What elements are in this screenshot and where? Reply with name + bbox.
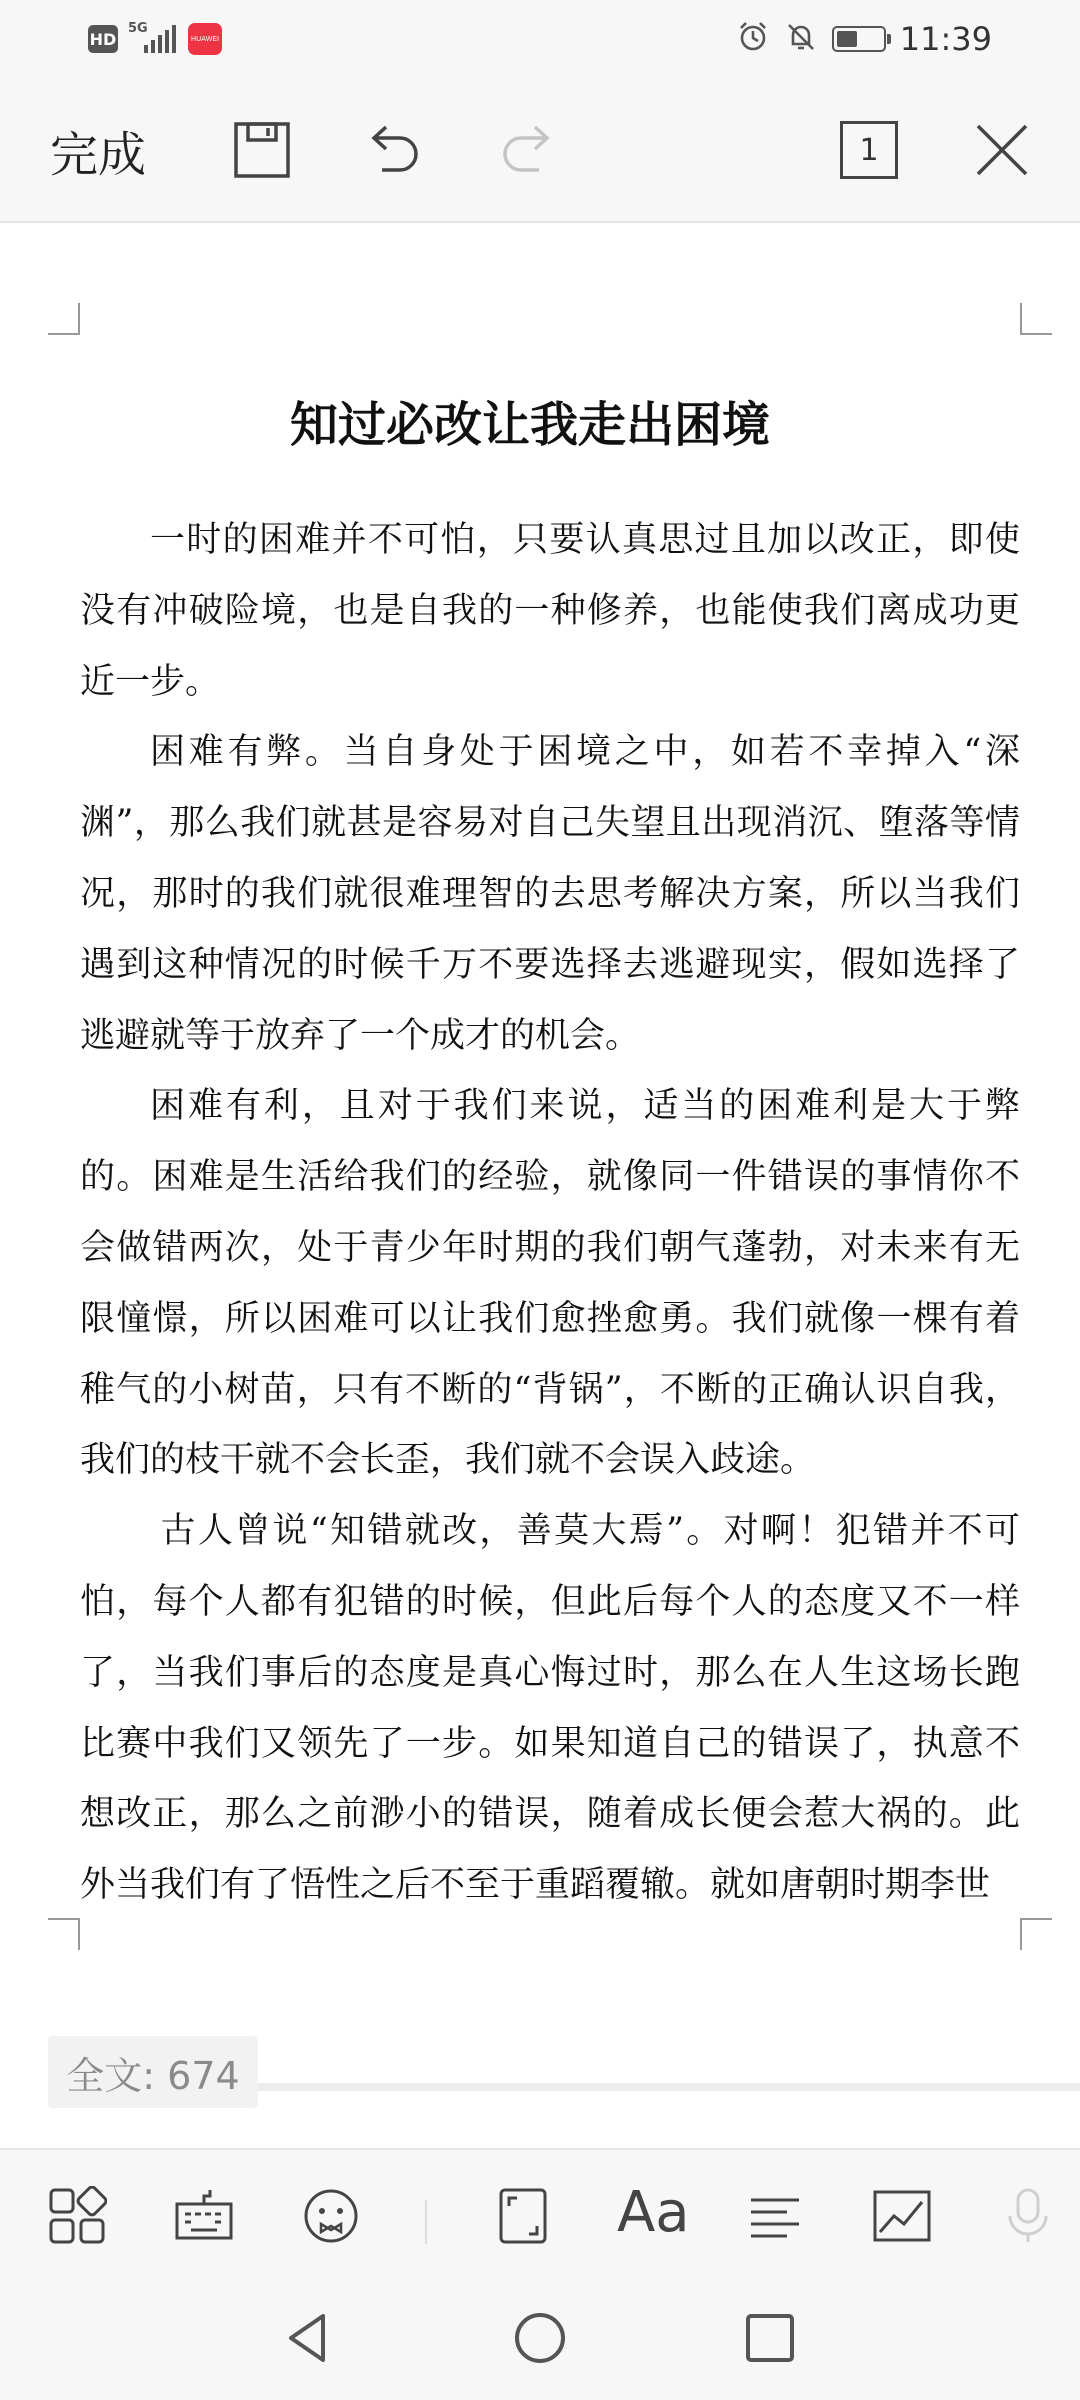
paragraph[interactable]: 困难有弊。当自身处于困境之中，如若不幸掉入“深渊”，那么我们就甚是容易对自己失望且出现消沉、堕落等情况，那时的我们就很难理智的去思考解决方案，所以当我们遇到这种情况的时候千万不要选择去逃避现实，假如选择了逃避就等于放弃了一个成才的机会。 <box>80 732 1020 1056</box>
paragraph[interactable]: 困难有利，且对于我们来说，适当的困难利是大于弊的。困难是生活给我们的经验，就像同一件错误的事情你不会做错两次，处于青少年时期的我们朝气蓬勃，对未来有无限憧憬，所以困难可以让我们愈挫愈勇。我们就像一棵有着稚气的小树苗，只有不断的“背锅”，不断的正确认识自我，我们的枝干就不会长歪，我们就不会误入歧途。 <box>80 1086 1020 1481</box>
document-body[interactable] <box>80 505 1020 1905</box>
mute-icon <box>784 20 818 58</box>
margin-corner-top-right <box>1020 303 1052 335</box>
margin-corner-bottom-right <box>1020 1918 1052 1950</box>
font-icon[interactable] <box>617 2180 690 2245</box>
system-navigation-bar <box>0 2278 1080 2400</box>
paragraph[interactable]: 一时的困难并不可怕，只要认真思过且加以改正，即使没有冲破险境，也是自我的一种修养，也能使我们离成功更近一步。 <box>80 520 1020 702</box>
network-type: 5G <box>128 21 148 36</box>
paragraph-icon[interactable] <box>745 2186 805 2246</box>
hd-icon <box>88 25 118 53</box>
clock: 11:39 <box>899 20 992 58</box>
font-label: Aa <box>617 2180 690 2245</box>
home-icon[interactable] <box>508 2306 572 2370</box>
emoji-icon[interactable] <box>301 2186 361 2246</box>
microphone-icon[interactable] <box>998 2186 1058 2246</box>
hd-label: HD <box>89 29 117 49</box>
paragraph[interactable]: 古人曾说“知错就改，善莫大焉”。对啊！犯错并不可怕，每个人都有犯错的时候，但此后每个人的态度又不一样了，当我们事后的态度是真心悔过时，那么在人生这场长跑比赛中我们又领先了一步。如果知道自己的错误了，执意不想改正，那么之前渺小的错误，随着成长便会惹大祸的。此外当我们有了悟性之后不至于重蹈覆辙。就如唐朝时期李世 <box>80 1511 1020 1905</box>
save-icon[interactable] <box>230 118 294 182</box>
word-count-badge: 全文: 674 <box>48 2036 258 2108</box>
document-title[interactable]: 知过必改让我走出困境 <box>289 397 770 453</box>
image-icon[interactable] <box>872 2186 932 2246</box>
back-icon[interactable] <box>277 2306 341 2370</box>
margin-corner-bottom-left <box>48 1918 80 1950</box>
status-left-group <box>88 20 222 58</box>
huawei-app-label: HUAWEI <box>190 35 220 43</box>
undo-icon[interactable] <box>362 118 426 182</box>
document-page[interactable] <box>0 223 1080 2083</box>
page-number: 1 <box>859 132 879 168</box>
fullscreen-icon[interactable] <box>493 2186 553 2246</box>
battery-icon <box>832 26 886 52</box>
page-count-icon[interactable] <box>840 121 898 179</box>
redo-icon[interactable] <box>495 118 559 182</box>
keyboard-icon[interactable] <box>174 2186 234 2246</box>
page-scroll-divider <box>258 2083 1080 2091</box>
done-button[interactable]: 完成 <box>50 127 147 183</box>
signal-bars <box>144 25 176 53</box>
close-icon[interactable] <box>970 118 1034 182</box>
editor-toolbar <box>0 78 1080 223</box>
status-right-group <box>736 18 992 60</box>
alarm-icon <box>736 20 770 58</box>
toolbar-separator <box>425 2200 427 2244</box>
edit-toolbar <box>0 2148 1080 2278</box>
recents-icon[interactable] <box>738 2306 802 2370</box>
huawei-app-icon <box>188 23 222 55</box>
margin-corner-top-left <box>48 303 80 335</box>
signal-icon <box>128 23 178 55</box>
status-bar <box>0 0 1080 78</box>
apps-icon[interactable] <box>47 2186 107 2246</box>
